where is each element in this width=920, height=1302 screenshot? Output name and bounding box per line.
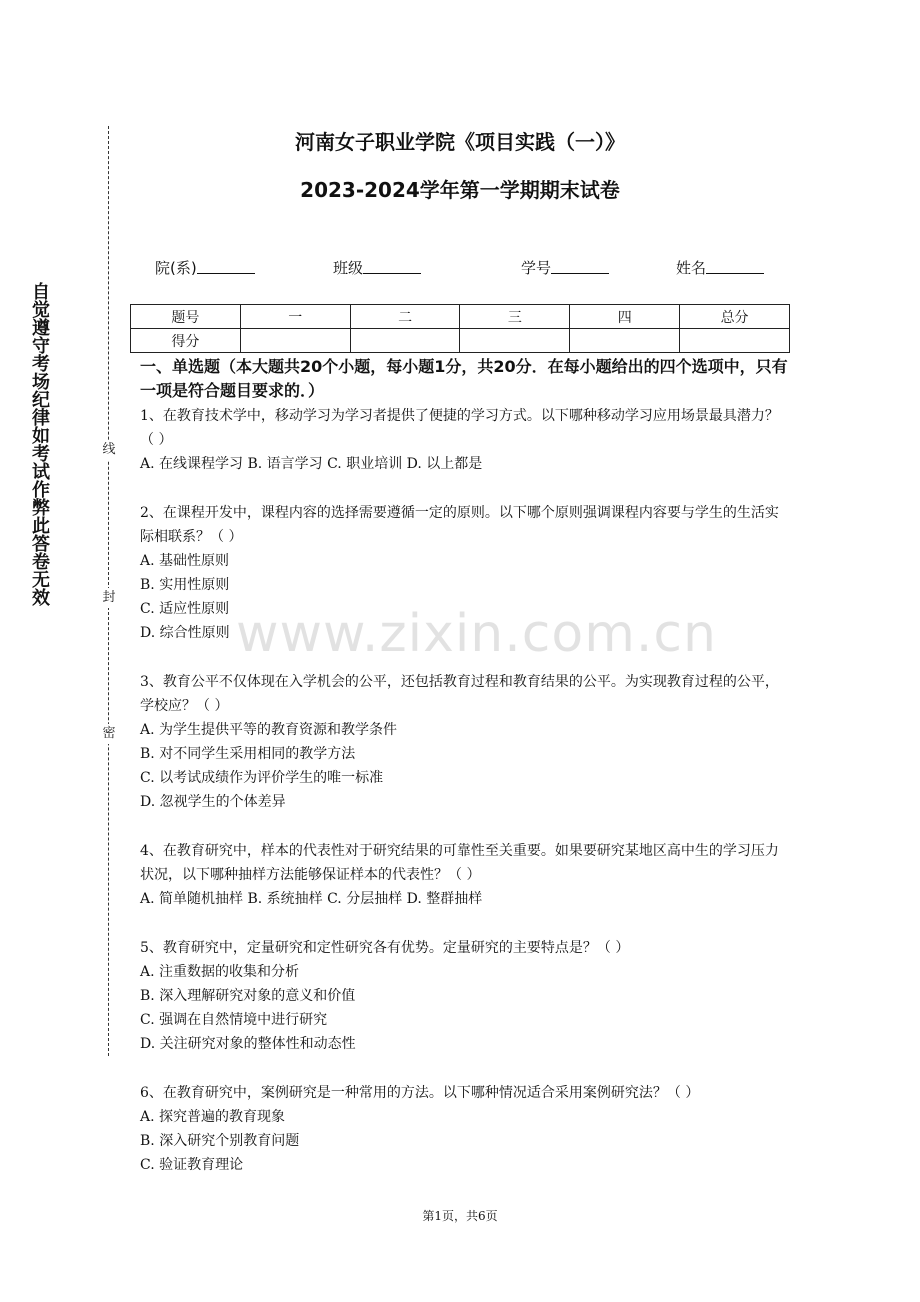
question-stem: 3、教育公平不仅体现在入学机会的公平，还包括教育过程和教育结果的公平。为实现教育过程的公平，学校应？（ ）: [140, 674, 779, 714]
score-row-label: 得分: [131, 329, 241, 353]
exam-title: 河南女子职业学院《项目实践（一）》: [295, 130, 625, 154]
question-stem: 2、在课程开发中，课程内容的选择需要遵循一定的原则。以下哪个原则强调课程内容要与学生的生活实际相联系？（ ）: [140, 505, 779, 545]
question-option: A. 简单随机抽样 B. 系统抽样 C. 分层抽样 D. 整群抽样: [140, 891, 483, 907]
score-cell[interactable]: [350, 329, 460, 353]
blank-line[interactable]: [363, 259, 421, 274]
page-footer: 第1页，共6页: [422, 1209, 498, 1223]
question-option: D. 关注研究对象的整体性和动态性: [140, 1036, 356, 1052]
score-table-score-row: [131, 329, 790, 353]
score-cell[interactable]: [240, 329, 350, 353]
info-label: 班级: [333, 259, 364, 277]
section-heading: 一、单选题（本大题共20个小题，每小题1分，共20分．在每小题给出的四个选项中，只有一项是符合题目要求的．）: [140, 357, 788, 400]
question-item: [140, 404, 785, 476]
question-item: [140, 670, 785, 814]
binding-mark-feng: 封: [100, 588, 118, 608]
question-stem: 4、在教育研究中，样本的代表性对于研究结果的可靠性至关重要。如果要研究某地区高中生的学习压力状况，以下哪种抽样方法能够保证样本的代表性？（ ）: [140, 843, 779, 883]
question-option: A. 基础性原则: [140, 553, 230, 569]
question-option: A. 探究普遍的教育现象: [140, 1109, 286, 1125]
info-label: 院(系): [155, 259, 197, 277]
question-option: A. 注重数据的收集和分析: [140, 964, 300, 980]
question-item: [140, 1081, 785, 1177]
score-table-header-row: [131, 305, 790, 329]
info-class[interactable]: [333, 257, 421, 278]
question-list: [140, 404, 785, 1202]
question-option: C. 适应性原则: [140, 601, 230, 617]
score-header-cell: 题号: [131, 305, 241, 329]
info-department[interactable]: [155, 257, 255, 278]
blank-line[interactable]: [706, 259, 764, 274]
question-option: A. 在线课程学习 B. 语言学习 C. 职业培训 D. 以上都是: [140, 456, 483, 472]
question-option: D. 综合性原则: [140, 625, 230, 641]
question-option: C. 以考试成绩作为评价学生的唯一标准: [140, 770, 384, 786]
score-cell[interactable]: [460, 329, 570, 353]
binding-mark-xian: 线: [100, 440, 118, 460]
score-header-cell: 总分: [680, 305, 790, 329]
info-label: 姓名: [676, 259, 707, 277]
score-table: [130, 304, 790, 353]
score-header-cell: 四: [570, 305, 680, 329]
question-stem: 6、在教育研究中，案例研究是一种常用的方法。以下哪种情况适合采用案例研究法？（ ）: [140, 1085, 700, 1101]
question-item: [140, 839, 785, 911]
question-option: B. 深入研究个别教育问题: [140, 1133, 300, 1149]
side-warning-text: 自觉遵守考场纪律如考试作弊此答卷无效: [29, 282, 50, 606]
question-option: B. 深入理解研究对象的意义和价值: [140, 988, 356, 1004]
binding-mark-mi: 密: [100, 724, 118, 744]
blank-line[interactable]: [197, 259, 255, 274]
info-name[interactable]: [676, 257, 764, 278]
question-option: B. 实用性原则: [140, 577, 230, 593]
question-option: D. 忽视学生的个体差异: [140, 794, 286, 810]
question-stem: 1、在教育技术学中，移动学习为学习者提供了便捷的学习方式。以下哪种移动学习应用场景最具潜力？（ ）: [140, 408, 779, 448]
question-option: A. 为学生提供平等的教育资源和教学条件: [140, 722, 398, 738]
question-option: B. 对不同学生采用相同的教学方法: [140, 746, 356, 762]
watermark: www.zixin.com.cn: [236, 604, 717, 664]
score-cell[interactable]: [680, 329, 790, 353]
info-student-id[interactable]: [521, 257, 609, 278]
question-stem: 5、教育研究中，定量研究和定性研究各有优势。定量研究的主要特点是？（ ）: [140, 940, 630, 956]
score-header-cell: 三: [460, 305, 570, 329]
exam-subtitle: 2023-2024学年第一学期期末试卷: [300, 178, 620, 202]
question-option: C. 验证教育理论: [140, 1157, 244, 1173]
question-option: C. 强调在自然情境中进行研究: [140, 1012, 328, 1028]
blank-line[interactable]: [551, 259, 609, 274]
question-item: [140, 936, 785, 1056]
score-header-cell: 一: [240, 305, 350, 329]
score-header-cell: 二: [350, 305, 460, 329]
info-label: 学号: [521, 259, 552, 277]
score-cell[interactable]: [570, 329, 680, 353]
